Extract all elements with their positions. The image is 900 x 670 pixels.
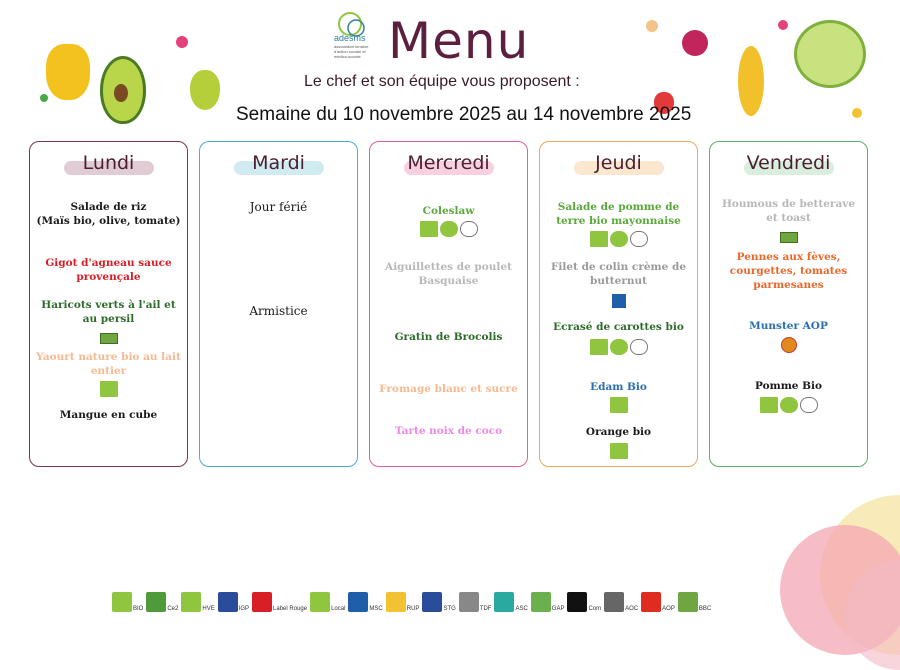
legend-label: RUP — [406, 606, 420, 612]
legend-label: GAP — [551, 606, 565, 612]
logo-subtitle: association lorraine d'action sociale et médico-sociale — [334, 44, 369, 59]
legend-label-rouge-icon — [252, 592, 272, 612]
dish-dessert: Mangue en cube — [59, 409, 158, 421]
legend-bio-icon — [112, 592, 132, 612]
dish-starter: Salade de pomme de terre bio mayonnaise — [556, 201, 681, 227]
dish-main: Aiguillettes de poulet Basquaise — [385, 261, 512, 287]
legend-local-icon — [310, 592, 330, 612]
dish-dessert: Tarte noix de coco — [394, 425, 503, 437]
dish-dairy: Munster AOP — [749, 320, 828, 332]
dish-labels — [540, 394, 697, 413]
label-hve-icon — [610, 339, 628, 355]
flower-icon — [40, 94, 48, 102]
dish-labels — [540, 290, 697, 309]
legend-msc-icon — [348, 592, 368, 612]
legend-label: Ce2 — [167, 606, 179, 612]
legend-aoc-icon — [604, 592, 624, 612]
label-bio-icon — [420, 221, 438, 237]
dish-holiday-name: Armistice — [249, 304, 308, 318]
flower-icon — [176, 36, 188, 48]
legend-item — [348, 592, 382, 612]
legend-item — [459, 592, 492, 612]
label-bio-icon — [590, 339, 608, 355]
legend-gap-icon — [531, 592, 551, 612]
pear-character-icon — [190, 70, 220, 110]
legend-label: MSC — [369, 606, 383, 612]
legend-label: Com — [588, 606, 602, 612]
dish-dairy: Yaourt nature bio au lait entier — [36, 351, 181, 377]
legend-item — [310, 592, 345, 612]
legend-item — [386, 592, 420, 612]
dish-side: Haricots verts à l'ail et au persil — [41, 299, 176, 325]
legend-item — [252, 592, 307, 612]
legend-aop-icon — [641, 592, 661, 612]
legend-label: BIO — [133, 606, 144, 612]
dish-starter: Houmous de betterave et toast — [721, 198, 856, 224]
legend-item — [567, 592, 601, 612]
corn-character-icon — [738, 46, 764, 116]
day-column-vendredi — [709, 141, 868, 467]
dish-dessert: Orange bio — [585, 426, 652, 438]
flower-icon — [646, 20, 658, 32]
day-column-mardi — [199, 141, 358, 467]
week-range: Semaine du 10 novembre 2025 au 14 novembre 2025 — [236, 104, 692, 125]
label-ce2-icon — [630, 339, 648, 355]
dish-labels — [540, 336, 697, 355]
label-legend — [112, 590, 714, 612]
day-name: Mardi — [252, 152, 305, 174]
legend-item — [531, 592, 565, 612]
label-msc-icon — [612, 294, 626, 308]
legend-item — [146, 592, 178, 612]
label-aop-icon — [781, 337, 797, 353]
day-name: Mercredi — [407, 152, 490, 174]
label-bio-icon — [100, 381, 118, 397]
legend-bbc-icon — [678, 592, 698, 612]
dish-dairy: Edam Bio — [590, 381, 647, 393]
dish-labels — [30, 328, 187, 347]
dish-labels — [540, 440, 697, 459]
legend-label: IGP — [238, 606, 250, 612]
page-title: Menu — [388, 12, 530, 70]
legend-tdf-icon — [459, 592, 479, 612]
legend-hve-icon — [181, 592, 201, 612]
label-bbc-icon — [780, 232, 798, 243]
dish-labels — [710, 227, 867, 246]
dish-labels — [710, 394, 867, 413]
dish-labels — [710, 334, 867, 353]
legend-stg-icon — [422, 592, 442, 612]
dish-holiday: Jour férié — [249, 200, 308, 214]
day-name: Vendredi — [746, 152, 831, 174]
flower-icon — [852, 108, 862, 118]
label-bio-icon — [760, 397, 778, 413]
legend-item — [641, 592, 675, 612]
dish-dairy: Fromage blanc et sucre — [379, 383, 518, 395]
beet-character-icon — [682, 30, 708, 56]
legend-label: TDF — [479, 606, 492, 612]
legend-label: AOC — [625, 606, 639, 612]
legend-label: HVE — [202, 606, 215, 612]
dish-main: Gigot d'agneau sauce provençale — [45, 257, 172, 283]
legend-label: Local — [331, 606, 346, 612]
dish-main: Pennes aux fèves, courgettes, tomates parmesanes — [729, 251, 848, 291]
dish-side: Ecrasé de carottes bio — [553, 321, 684, 333]
legend-item — [422, 592, 455, 612]
dish-labels — [540, 228, 697, 247]
legend-label: Label Rouge — [273, 606, 308, 612]
day-name: Jeudi — [595, 152, 642, 174]
legend-label: AOP — [662, 606, 675, 612]
day-column-mercredi — [369, 141, 528, 467]
avocado-pit-icon — [114, 84, 128, 102]
legend-item — [112, 592, 143, 612]
dish-starter: Coleslaw — [422, 205, 475, 217]
legend-item — [494, 592, 527, 612]
legend-ce2-icon — [146, 592, 166, 612]
legend-label: ASC — [515, 606, 528, 612]
label-bio-icon — [610, 443, 628, 459]
legend-item — [218, 592, 249, 612]
day-column-lundi — [29, 141, 188, 467]
legend-item — [678, 592, 711, 612]
legend-com-icon — [567, 592, 587, 612]
legend-rup-icon — [386, 592, 406, 612]
cabbage-character-icon — [794, 20, 866, 88]
legend-item — [181, 592, 214, 612]
legend-item — [604, 592, 638, 612]
dish-labels — [30, 378, 187, 397]
page-subtitle: Le chef et son équipe vous proposent : — [304, 73, 580, 90]
legend-label: BBC — [698, 606, 712, 612]
pepper-character-icon — [46, 44, 90, 100]
label-hve-icon — [440, 221, 458, 237]
legend-label: STG — [443, 606, 456, 612]
label-hve-icon — [610, 231, 628, 247]
dish-main: Filet de colin crème de butternut — [550, 261, 687, 287]
label-bio-icon — [610, 397, 628, 413]
label-hve-icon — [780, 397, 798, 413]
day-name: Lundi — [82, 152, 135, 174]
logo-name: adesms — [334, 33, 366, 43]
label-ce2-icon — [460, 221, 478, 237]
label-ce2-icon — [630, 231, 648, 247]
legend-asc-icon — [494, 592, 514, 612]
dish-side: Gratin de Brocolis — [394, 331, 503, 343]
flower-icon — [778, 20, 788, 30]
dish-dessert: Pomme Bio — [754, 380, 823, 392]
label-ce2-icon — [800, 397, 818, 413]
dish-labels — [370, 218, 527, 237]
label-bio-icon — [590, 231, 608, 247]
day-column-jeudi — [539, 141, 698, 467]
label-bbc-icon — [100, 333, 118, 344]
legend-igp-icon — [218, 592, 238, 612]
dish-starter: Salade de riz (Maïs bio, olive, tomate) — [36, 201, 181, 227]
